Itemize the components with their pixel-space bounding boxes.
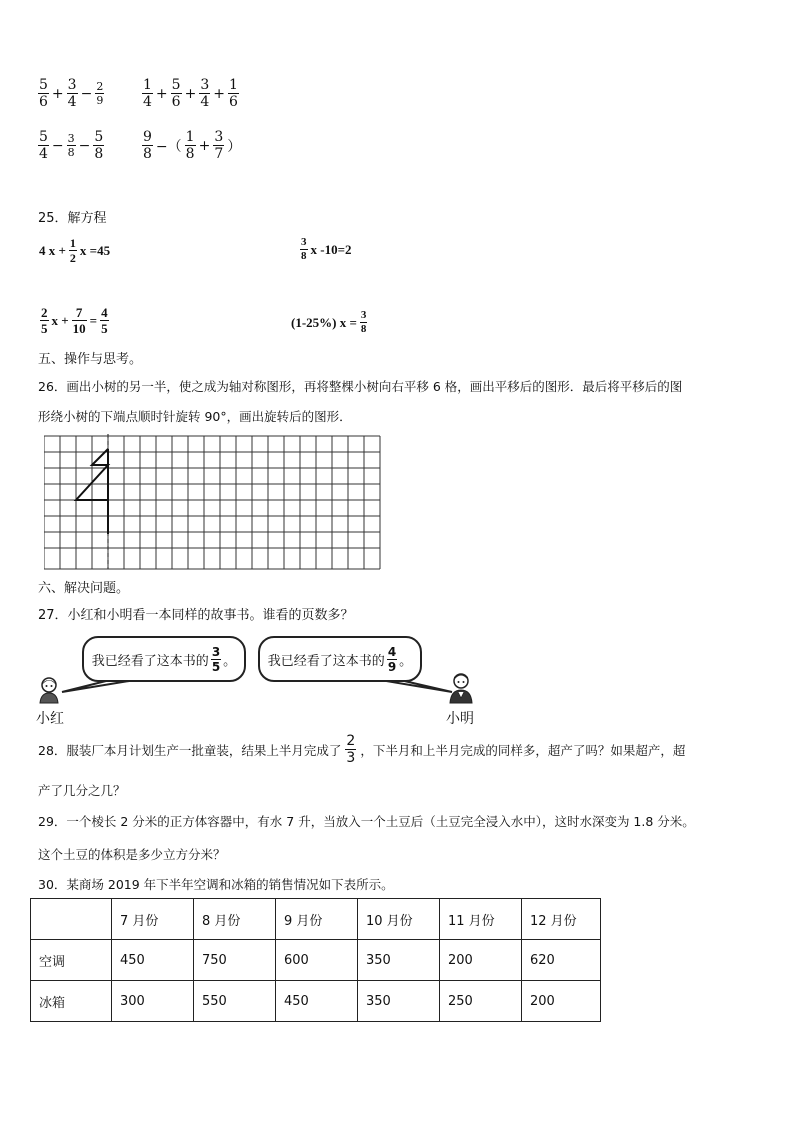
fraction: $\frac{4}{5}$	[101, 305, 108, 336]
table-header-cell: 10 月份	[358, 899, 440, 940]
calc-expression-2: $\frac{1}{4}$ + $\frac{5}{6}$ + $\frac{3}{4}$ + $\frac{1}{6}$	[143, 77, 238, 110]
question-26-line-2: 形绕小树的下端点顺时针旋转 90°，画出旋转后的图形．	[38, 409, 352, 424]
question-30-title: 30．某商场 2019 年下半年空调和冰箱的销售情况如下表所示。	[38, 877, 394, 892]
fraction: $\frac{5}{6}$	[171, 77, 181, 110]
fraction: $\frac{1}{4}$	[143, 77, 152, 110]
table-cell: 600	[276, 940, 358, 981]
table-row	[31, 981, 601, 1022]
question-29-line-2: 这个土豆的体积是多少立方分米？	[38, 847, 226, 862]
calc-expression-4: $\frac{9}{8}$ −（ $\frac{1}{8}$ + $\frac{3}{7}$ ）	[143, 129, 242, 162]
sales-table	[30, 898, 601, 1022]
fraction: $\frac{9}{8}$	[143, 129, 152, 162]
fraction: $\frac{1}{2}$	[69, 236, 76, 265]
xiaoming-avatar-icon	[446, 672, 476, 704]
fraction: $\frac{5}{8}$	[94, 129, 104, 162]
question-28-line-1: 28．服装厂本月计划生产一批童装，结果上半月完成了 $\frac{2}{3}$ ，下半月和上半月完成的同样多，超产了吗？如果超产，超	[38, 733, 686, 766]
table-cell: 350	[358, 940, 440, 981]
table-header-row	[31, 899, 601, 940]
question-28-line-2: 产了几分之几？	[38, 783, 126, 798]
table-cell: 冰箱	[31, 981, 112, 1022]
fraction: $\frac{2}{3}$	[346, 733, 356, 766]
fraction: $\frac{3}{5}$	[211, 644, 221, 674]
table-header-cell: 8 月份	[194, 899, 276, 940]
question-27-title: 27．小红和小明看一本同样的故事书。谁看的页数多？	[38, 608, 354, 623]
question-26-line-1: 26．画出小树的另一半，使之成为轴对称图形，再将整棵小树向右平移 6 格，画出平移后的图形．最后将平移后的图	[38, 379, 683, 394]
fraction: $\frac{4}{9}$	[387, 644, 397, 674]
xiaohong-avatar-icon	[36, 676, 64, 704]
equation-4: (1-25%) x = $\frac{3}{8}$	[291, 309, 367, 335]
fraction: $\frac{5}{4}$	[39, 129, 48, 162]
equation-1: 4 x + $\frac{1}{2}$ x =45	[39, 236, 111, 265]
fraction: $\frac{3}{7}$	[214, 129, 224, 162]
table-header-cell: 9 月份	[276, 899, 358, 940]
fraction: $\frac{7}{10}$	[72, 305, 86, 336]
fraction: $\frac{1}{8}$	[185, 129, 195, 162]
table-cell: 620	[522, 940, 601, 981]
table-cell: 750	[194, 940, 276, 981]
equation-3: $\frac{2}{5}$ x + $\frac{7}{10}$ = $\frac{4}{5}$	[41, 305, 108, 336]
xiaohong-name: 小红	[36, 711, 64, 727]
question-29-line-1: 29．一个棱长 2 分米的正方体容器中，有水 7 升，当放入一个土豆后（土豆完全浸入水中），这时水深变为 1.8 分米。	[38, 814, 695, 829]
fraction: $\frac{1}{6}$	[228, 77, 238, 110]
table-cell: 300	[112, 981, 194, 1022]
table-header-cell	[31, 899, 112, 940]
section-5-heading: 五、操作与思考。	[38, 352, 143, 367]
fraction: $\frac{3}{4}$	[200, 77, 210, 110]
table-header-cell: 11 月份	[440, 899, 522, 940]
xiaoming-name: 小明	[446, 711, 474, 727]
table-cell: 空调	[31, 940, 112, 981]
table-cell: 450	[112, 940, 194, 981]
fraction: $\frac{3}{8}$	[67, 132, 75, 159]
fraction: $\frac{2}{5}$	[41, 305, 48, 336]
question-25-title: 25．解方程	[38, 211, 107, 226]
table-cell: 550	[194, 981, 276, 1022]
table-cell: 450	[276, 981, 358, 1022]
section-6-heading: 六、解决问题。	[38, 581, 130, 596]
fraction: $\frac{3}{8}$	[360, 309, 367, 335]
table-row	[31, 940, 601, 981]
table-header-cell: 12 月份	[522, 899, 601, 940]
table-cell: 200	[522, 981, 601, 1022]
table-cell: 250	[440, 981, 522, 1022]
drawing-grid[interactable]	[44, 434, 384, 572]
table-header-cell: 7 月份	[112, 899, 194, 940]
fraction: $\frac{3}{8}$	[301, 236, 307, 262]
table-cell: 200	[440, 940, 522, 981]
calc-expression-1: $\frac{5}{6}$ + $\frac{3}{4}$ − $\frac{2}{9}$	[39, 77, 104, 110]
xiaohong-speech-bubble: 我已经看了这本书的 $\frac{3}{5}$ 。	[82, 636, 246, 682]
fraction: $\frac{2}{9}$	[96, 80, 104, 107]
calc-expression-3: $\frac{5}{4}$ − $\frac{3}{8}$ − $\frac{5}{8}$	[39, 129, 104, 162]
fraction: $\frac{5}{6}$	[39, 77, 48, 110]
xiaoming-speech-bubble: 我已经看了这本书的 $\frac{4}{9}$ 。	[258, 636, 422, 682]
table-cell: 350	[358, 981, 440, 1022]
equation-2: $\frac{3}{8}$ x -10=2	[301, 236, 352, 262]
fraction: $\frac{3}{4}$	[67, 77, 77, 110]
